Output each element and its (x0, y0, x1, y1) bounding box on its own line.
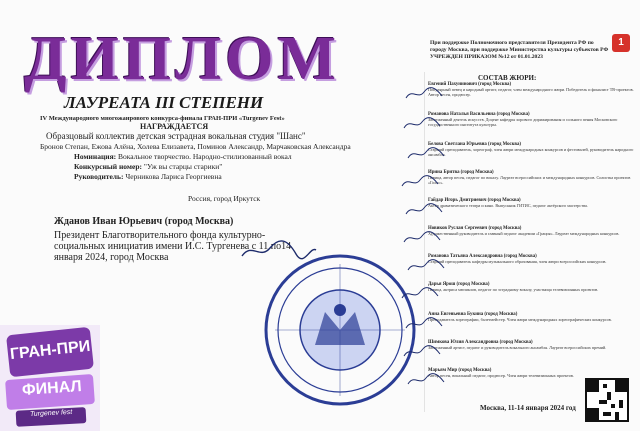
jury-signature (402, 116, 442, 134)
jury-member-desc: Актёр драматического театра и кино. Выпускник ГИТИС, педагог актёрского мастерства. (428, 203, 588, 208)
jury-member-desc: Заслуженный деятель искусств. Доцент кафедры хорового дирижирования и сольного пения Московского государственного института культуры. (428, 117, 618, 127)
contest-line: IV Международного многожанрового конкурса-финала ГРАН-ПРИ «Turgenev Fest» (40, 115, 285, 122)
jury-signature (406, 372, 446, 390)
jury-member-desc: Старший преподаватель кафедры музыкального образования, член жюри всероссийских конкурсов. (428, 259, 607, 264)
members-list: Бронов Степан, Ежова Алёна, Холева Елизавета, Поминов Александр, Марчаковская Александра (40, 142, 351, 151)
collective-name: Образцовый коллектив детская эстрадная вокальная студия "Шанс" (46, 131, 306, 141)
jury-member-desc: Старший преподаватель, хореограф, член жюри международных конкурсов и фестивалей, руководитель народного ансамбля. (428, 147, 634, 157)
jury-member-desc: Певица, автор песен, педагог по вокалу. Лауреат всероссийских и международных конкурсов. Солистка проектов «Голос». (428, 175, 631, 185)
jury-member (428, 254, 638, 264)
jury-member-desc: Преподаватель хореографии, балетмейстер. Член жюри международных хореографических конкурсов. (428, 317, 612, 322)
jury-member (428, 82, 638, 97)
jury-member-name: Марьям Мир (город Москва) (428, 368, 492, 373)
official-seal (255, 250, 425, 410)
diploma-title: ДИПЛОМ (24, 25, 341, 93)
location: Россия, город Иркутск (188, 194, 261, 203)
jury-member-name: Новиков Руслан Сергеевич (город Москва) (428, 226, 522, 231)
qr-code (585, 378, 629, 422)
nomination-value: Вокальное творчество. Народно-стилизованный вокал (118, 152, 292, 161)
jury-title: СОСТАВ ЖЮРИ: (478, 74, 537, 82)
support-header: При поддержке Полномочного представителя Президента РФ по городу Москва, при поддержке Министерства культуры субъектов РФ УЧРЕЖДЕН ПРИКАЗОМ №12 от 01.01.2023 (430, 40, 609, 60)
jury-member (428, 340, 638, 350)
jury-signature (402, 344, 442, 362)
footer-place-date: Москва, 11-14 января 2024 год (480, 404, 576, 412)
jury-member-desc: Заслуженный артист, педагог и руководитель вокального ансамбля. Лауреат всероссийских премий. (428, 345, 607, 350)
jury-member (428, 282, 638, 292)
leader-line (74, 172, 222, 181)
badge-sub-text: Turgenev fest (29, 408, 73, 419)
jury-member-desc: Популярный певец и народный артист, педагог, член международного жюри. Победитель и финалист ТВ-проектов. Автор песен, продюсер. (428, 87, 634, 97)
number-line (74, 162, 222, 171)
jury-signature (400, 174, 440, 192)
jury-member-desc: Художественный руководитель и главный педагог академии «Грация». Лауреат международных конкурсов. (428, 231, 620, 236)
corner-logo: 1 (612, 34, 630, 52)
jury-signature (404, 86, 444, 104)
number-label: Конкурсный номер: (74, 162, 143, 171)
jury-member-name: Белова Светлана Юрьевна (город Москва) (428, 142, 521, 147)
number-value: "Уж вы старцы старики" (143, 162, 223, 171)
jury-signature (406, 258, 446, 276)
jury-member (428, 226, 638, 236)
jury-member (428, 142, 638, 157)
awarded-label: НАГРАЖДАЕТСЯ (140, 122, 209, 131)
jury-member-name: Евгений Пахунинович (город Москва) (428, 82, 512, 87)
president-name: Жданов Иван Юрьевич (город Москва) (54, 216, 234, 227)
jury-member-name: Ирина Бритва (город Москва) (428, 170, 494, 175)
jury-signature (404, 202, 444, 220)
jury-signature (402, 230, 442, 248)
jury-member (428, 170, 638, 185)
jury-member-desc: Автор песен, вокальный педагог, продюсер. Член жюри телевизионных проектов. (428, 373, 574, 378)
jury-member-name: Дарья Ярош (город Москва) (428, 282, 490, 287)
qr-pattern (587, 380, 627, 420)
nomination-line (74, 152, 292, 161)
jury-member-name: Романова Татьяна Александровна (город Москва) (428, 254, 537, 259)
jury-member-name: Гайдар Игорь Дмитриевич (город Москва) (428, 198, 521, 203)
jury-member (428, 312, 638, 322)
badge-top-text: ГРАН-ПРИ (9, 337, 92, 364)
leader-label: Руководитель: (74, 172, 124, 181)
jury-member (428, 368, 638, 378)
president-role: Президент Благотворительного фонда культурно-социальных инициатив имени И.С. Тургенева с 11 по14 января 2024, город Москва (54, 230, 292, 263)
jury-member-name: Шимкова Юлия Александровна (город Москва) (428, 340, 533, 345)
nomination-label: Номинация: (74, 152, 117, 161)
jury-signature (404, 316, 444, 334)
jury-member-name: Романова Наталья Васильевна (город Москва) (428, 112, 530, 117)
jury-member-desc: Певица, актриса мюзиклов, педагог по эстрадному вокалу, участница телевизионных проектов. (428, 287, 599, 292)
jury-signature (400, 286, 440, 304)
award-degree: ЛАУРЕАТА III СТЕПЕНИ (64, 93, 264, 112)
jury-member (428, 112, 638, 127)
leader-value: Черникова Лариса Георгиевна (125, 172, 222, 181)
badge-mid-text: ФИНАЛ (21, 377, 83, 400)
jury-member (428, 198, 638, 208)
jury-signature (406, 146, 446, 164)
jury-member-name: Анна Евгеньевна Букина (город Москва) (428, 312, 518, 317)
